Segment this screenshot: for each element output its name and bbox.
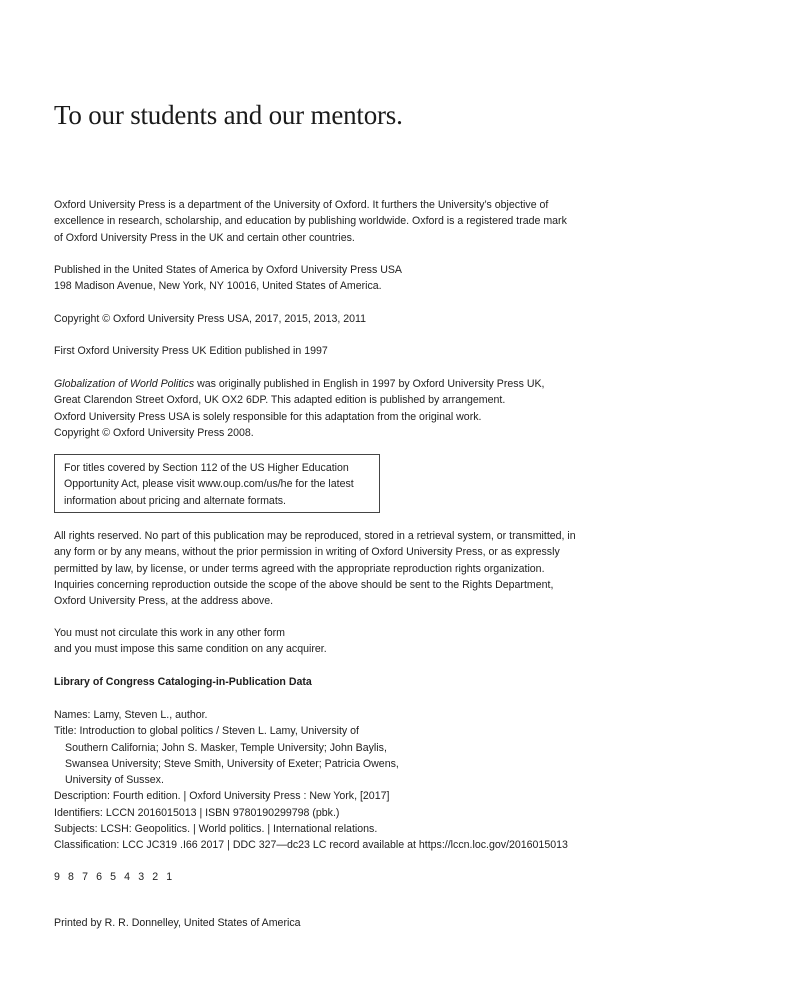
hea-notice-line: information about pricing and alternate formats. [64, 494, 287, 507]
circulation-notice [54, 625, 327, 658]
cip-description: Description: Fourth edition. | Oxford University Press : New York, [2017] [54, 790, 390, 803]
hea-notice-line: For titles covered by Section 112 of the US Higher Education [64, 462, 349, 474]
cip-subjects: Subjects: LCSH: Geopolitics. | World politics. | International relations. [54, 823, 378, 836]
cip-title: Title: Introduction to global politics / Steven L. Lamy, University of [54, 725, 360, 738]
cip-heading: Library of Congress Cataloging-in-Publication Data [54, 676, 312, 688]
rights-reserved-line: All rights reserved. No part of this publication may be reproduced, stored in a retrieval system, or transmitted, in [54, 530, 576, 542]
cip-classification: Classification: LCC JC319 .I66 2017 | DDC 327—dc23 LC record available at https://lccn.loc.gov/2016015013 [54, 839, 568, 852]
cip-data [54, 707, 568, 854]
cip-title-continued: Swansea University; Steve Smith, University of Exeter; Patricia Owens, [65, 757, 399, 770]
printer-notice: Printed by R. R. Donnelley, United States of America [54, 917, 301, 929]
original-publication-line: Copyright © Oxford University Press 2008. [54, 426, 254, 439]
rights-reserved-line: permitted by law, by license, or under terms agreed with the appropriate reproduction rights organization. [54, 562, 545, 575]
cip-title-continued: Southern California; John S. Masker, Temple University; John Baylis, [65, 741, 387, 754]
rights-reserved-line: Oxford University Press, at the address above. [54, 595, 274, 608]
oup-statement-line: Oxford University Press is a department of the University of Oxford. It furthers the University’s objective of [54, 199, 549, 211]
copyright-notice: Copyright © Oxford University Press USA, 2017, 2015, 2013, 2011 [54, 313, 367, 325]
cip-identifiers: Identifiers: LCCN 2016015013 | ISBN 9780190299798 (pbk.) [54, 806, 340, 819]
published-in-line: Published in the United States of America by Oxford University Press USA [54, 264, 402, 276]
rights-reserved-line: Inquiries concerning reproduction outside the scope of the above should be sent to the Rights Department, [54, 578, 554, 591]
original-publication-text: was originally published in English in 1997 by Oxford University Press UK, [194, 378, 545, 390]
original-publication-line: Oxford University Press USA is solely responsible for this adaptation from the original work. [54, 410, 482, 423]
printing-line: 9 8 7 6 5 4 3 2 1 [54, 871, 175, 883]
original-publication [54, 376, 545, 441]
dedication: To our students and our mentors. [54, 100, 403, 130]
rights-reserved-line: any form or by any means, without the prior permission in writing of Oxford University Press, or as expressly [54, 546, 560, 559]
oup-statement-line: of Oxford University Press in the UK and certain other countries. [54, 231, 355, 244]
original-publication-line: Great Clarendon Street Oxford, UK OX2 6DP. This adapted edition is published by arrangement. [54, 394, 506, 407]
hea-notice-box [54, 454, 380, 513]
cip-names: Names: Lamy, Steven L., author. [54, 709, 208, 721]
hea-notice-line: Opportunity Act, please visit www.oup.com/us/he for the latest [64, 478, 354, 491]
original-publication-line [54, 376, 545, 392]
rights-reserved [54, 528, 576, 609]
published-in [54, 262, 402, 295]
cip-title-continued: University of Sussex. [65, 774, 164, 787]
oup-statement [54, 197, 567, 246]
circulation-line: and you must impose this same condition on any acquirer. [54, 643, 327, 656]
first-edition-notice: First Oxford University Press UK Edition published in 1997 [54, 345, 328, 357]
book-title: Globalization of World Politics [54, 378, 195, 390]
oup-statement-line: excellence in research, scholarship, and education by publishing worldwide. Oxford is a registered trade mark [54, 215, 567, 228]
circulation-line: You must not circulate this work in any other form [54, 627, 286, 639]
published-in-address: 198 Madison Avenue, New York, NY 10016, United States of America. [54, 280, 382, 293]
